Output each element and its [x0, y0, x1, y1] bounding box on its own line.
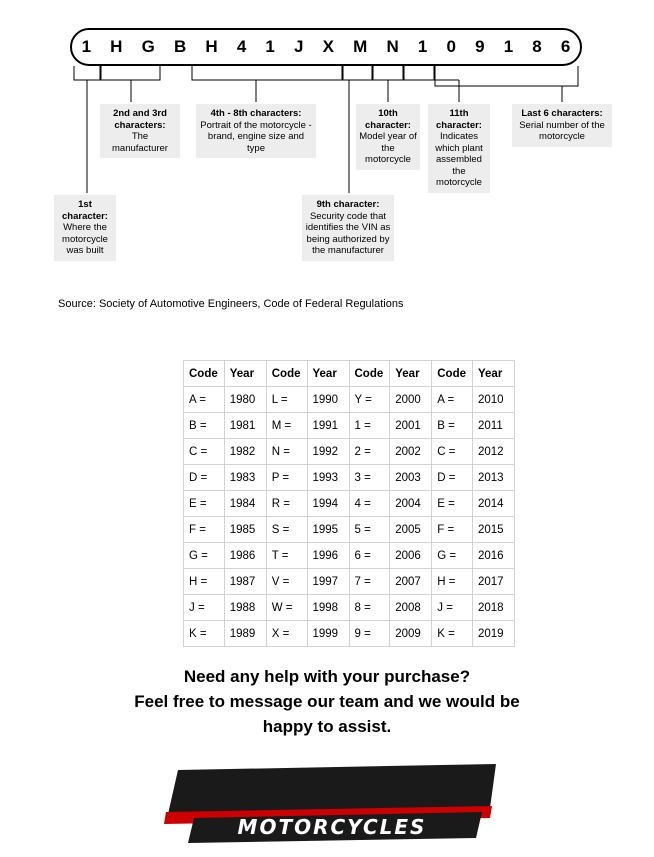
cell-year: 1980 [224, 387, 266, 413]
cell-code: H = [184, 569, 225, 595]
cell-code: P = [266, 465, 307, 491]
callout-title: 9th character: [316, 199, 380, 210]
cell-code: F = [184, 517, 225, 543]
vin-diagram [0, 0, 654, 300]
vin-char: 1 [265, 37, 275, 56]
cell-year: 1991 [307, 413, 349, 439]
table-header-row [184, 361, 515, 387]
cell-year: 2014 [473, 491, 515, 517]
cell-year: 2012 [473, 439, 515, 465]
table-row [184, 439, 515, 465]
cell-code: S = [266, 517, 307, 543]
vin-char: N [386, 37, 399, 56]
cell-code: B = [184, 413, 225, 439]
cell-code: 5 = [349, 517, 390, 543]
cell-code: G = [184, 543, 225, 569]
callout-fourth-eighth-characters [196, 104, 316, 158]
vin-char: M [353, 37, 368, 56]
source-citation: Source: Society of Automotive Engineers, Code of Federal Regulations [58, 298, 404, 310]
callout-ninth-character [302, 195, 394, 261]
callout-text: Portrait of the motorcycle - brand, engine size and type [200, 119, 312, 154]
cell-code: 2 = [349, 439, 390, 465]
cell-code: W = [266, 595, 307, 621]
cell-year: 2007 [390, 569, 432, 595]
cell-year: 1984 [224, 491, 266, 517]
cell-code: 9 = [349, 621, 390, 647]
cell-code: F = [432, 517, 473, 543]
cell-year: 1996 [307, 543, 349, 569]
year-code-table-container [183, 360, 515, 647]
cell-code: K = [184, 621, 225, 647]
cell-year: 1987 [224, 569, 266, 595]
callout-second-third-characters [100, 104, 180, 158]
cell-year: 1997 [307, 569, 349, 595]
logo-top-text: Firestorm [211, 762, 445, 813]
column-header: Code [349, 361, 390, 387]
vin-char: G [141, 37, 155, 56]
callout-title: Last 6 characters: [521, 108, 603, 119]
vin-char: 1 [81, 37, 92, 56]
cell-year: 2002 [390, 439, 432, 465]
firestorm-motorcycles-logo [160, 762, 500, 844]
cell-code: 8 = [349, 595, 390, 621]
cell-year: 1988 [224, 595, 266, 621]
cell-year: 2005 [390, 517, 432, 543]
vin-char: 1 [503, 37, 514, 56]
cell-year: 2015 [473, 517, 515, 543]
vin-char: 4 [236, 37, 247, 56]
table-row [184, 569, 515, 595]
cell-code: C = [432, 439, 473, 465]
callout-text: Model year of the motorcycle [359, 131, 417, 165]
help-line-3: happy to assist. [262, 717, 392, 736]
column-header: Code [266, 361, 307, 387]
vin-char: X [322, 37, 334, 56]
cell-code: E = [184, 491, 225, 517]
callout-tenth-character [356, 104, 420, 170]
cell-code: T = [266, 543, 307, 569]
cell-year: 2009 [390, 621, 432, 647]
cell-code: L = [266, 387, 307, 413]
callout-text: Where the motorcycle was built [62, 222, 108, 256]
cell-code: V = [266, 569, 307, 595]
column-header: Year [473, 361, 515, 387]
cell-code: N = [266, 439, 307, 465]
cell-year: 1985 [224, 517, 266, 543]
cell-code: C = [184, 439, 225, 465]
cell-code: J = [432, 595, 473, 621]
cell-code: 6 = [349, 543, 390, 569]
callout-title: 4th - 8th characters: [210, 108, 302, 119]
cell-year: 1983 [224, 465, 266, 491]
cell-year: 1986 [224, 543, 266, 569]
column-header: Year [307, 361, 349, 387]
table-row [184, 491, 515, 517]
callout-text: Serial number of the motorcycle [519, 119, 605, 142]
cell-code: D = [184, 465, 225, 491]
cell-code: R = [266, 491, 307, 517]
cell-code: B = [432, 413, 473, 439]
cell-code: K = [432, 621, 473, 647]
vin-char: 9 [475, 37, 485, 56]
callout-first-character [54, 195, 116, 261]
cell-year: 1994 [307, 491, 349, 517]
cell-code: 4 = [349, 491, 390, 517]
help-message [0, 664, 654, 739]
vin-number-box [70, 28, 582, 66]
cell-year: 1998 [307, 595, 349, 621]
cell-code: 7 = [349, 569, 390, 595]
callout-title: 2nd and 3rd characters: [113, 108, 167, 131]
table-row [184, 621, 515, 647]
vin-char: J [294, 37, 304, 56]
cell-year: 2001 [390, 413, 432, 439]
cell-year: 2018 [473, 595, 515, 621]
year-code-table [183, 360, 515, 647]
cell-year: 2003 [390, 465, 432, 491]
cell-year: 2013 [473, 465, 515, 491]
help-line-2: Feel free to message our team and we would be [134, 692, 520, 711]
logo-bottom-text: MOTORCYCLES [237, 815, 427, 839]
cell-code: A = [184, 387, 225, 413]
callout-title: 10th character: [365, 108, 411, 131]
callout-text: The manufacturer [112, 131, 168, 154]
cell-code: X = [266, 621, 307, 647]
cell-year: 1989 [224, 621, 266, 647]
cell-year: 1990 [307, 387, 349, 413]
vin-char: 1 [417, 37, 428, 56]
cell-year: 2008 [390, 595, 432, 621]
cell-year: 1999 [307, 621, 349, 647]
table-row [184, 517, 515, 543]
column-header: Year [224, 361, 266, 387]
cell-code: 1 = [349, 413, 390, 439]
cell-year: 2019 [473, 621, 515, 647]
callout-text: Security code that identifies the VIN as being authorized by the manufacturer [305, 210, 391, 256]
cell-year: 1995 [307, 517, 349, 543]
table-row [184, 595, 515, 621]
cell-year: 1992 [307, 439, 349, 465]
cell-code: J = [184, 595, 225, 621]
cell-code: M = [266, 413, 307, 439]
cell-year: 1982 [224, 439, 266, 465]
vin-char: H [110, 37, 123, 56]
cell-code: Y = [349, 387, 390, 413]
cell-year: 2017 [473, 569, 515, 595]
vin-char: 6 [560, 37, 571, 56]
callout-text: Indicates which plant assembled the motorcycle [435, 131, 483, 188]
column-header: Code [184, 361, 225, 387]
table-row [184, 543, 515, 569]
cell-year: 2004 [390, 491, 432, 517]
callout-last-six-characters [512, 104, 612, 147]
cell-year: 2000 [390, 387, 432, 413]
vin-char: H [205, 37, 218, 56]
column-header: Code [432, 361, 473, 387]
table-row [184, 413, 515, 439]
column-header: Year [390, 361, 432, 387]
cell-code: A = [432, 387, 473, 413]
cell-code: E = [432, 491, 473, 517]
table-row [184, 387, 515, 413]
cell-code: G = [432, 543, 473, 569]
callout-title: 11th character: [436, 108, 482, 131]
cell-code: H = [432, 569, 473, 595]
vin-char: 0 [446, 37, 456, 56]
table-row [184, 465, 515, 491]
callout-title: 1st character: [62, 199, 108, 222]
cell-year: 2006 [390, 543, 432, 569]
cell-year: 2011 [473, 413, 515, 439]
cell-code: D = [432, 465, 473, 491]
callout-eleventh-character [428, 104, 490, 193]
vin-char: 8 [532, 37, 542, 56]
vin-char: B [173, 37, 187, 56]
cell-year: 2010 [473, 387, 515, 413]
help-line-1: Need any help with your purchase? [183, 667, 471, 686]
cell-year: 1981 [224, 413, 266, 439]
cell-year: 2016 [473, 543, 515, 569]
cell-code: 3 = [349, 465, 390, 491]
cell-year: 1993 [307, 465, 349, 491]
